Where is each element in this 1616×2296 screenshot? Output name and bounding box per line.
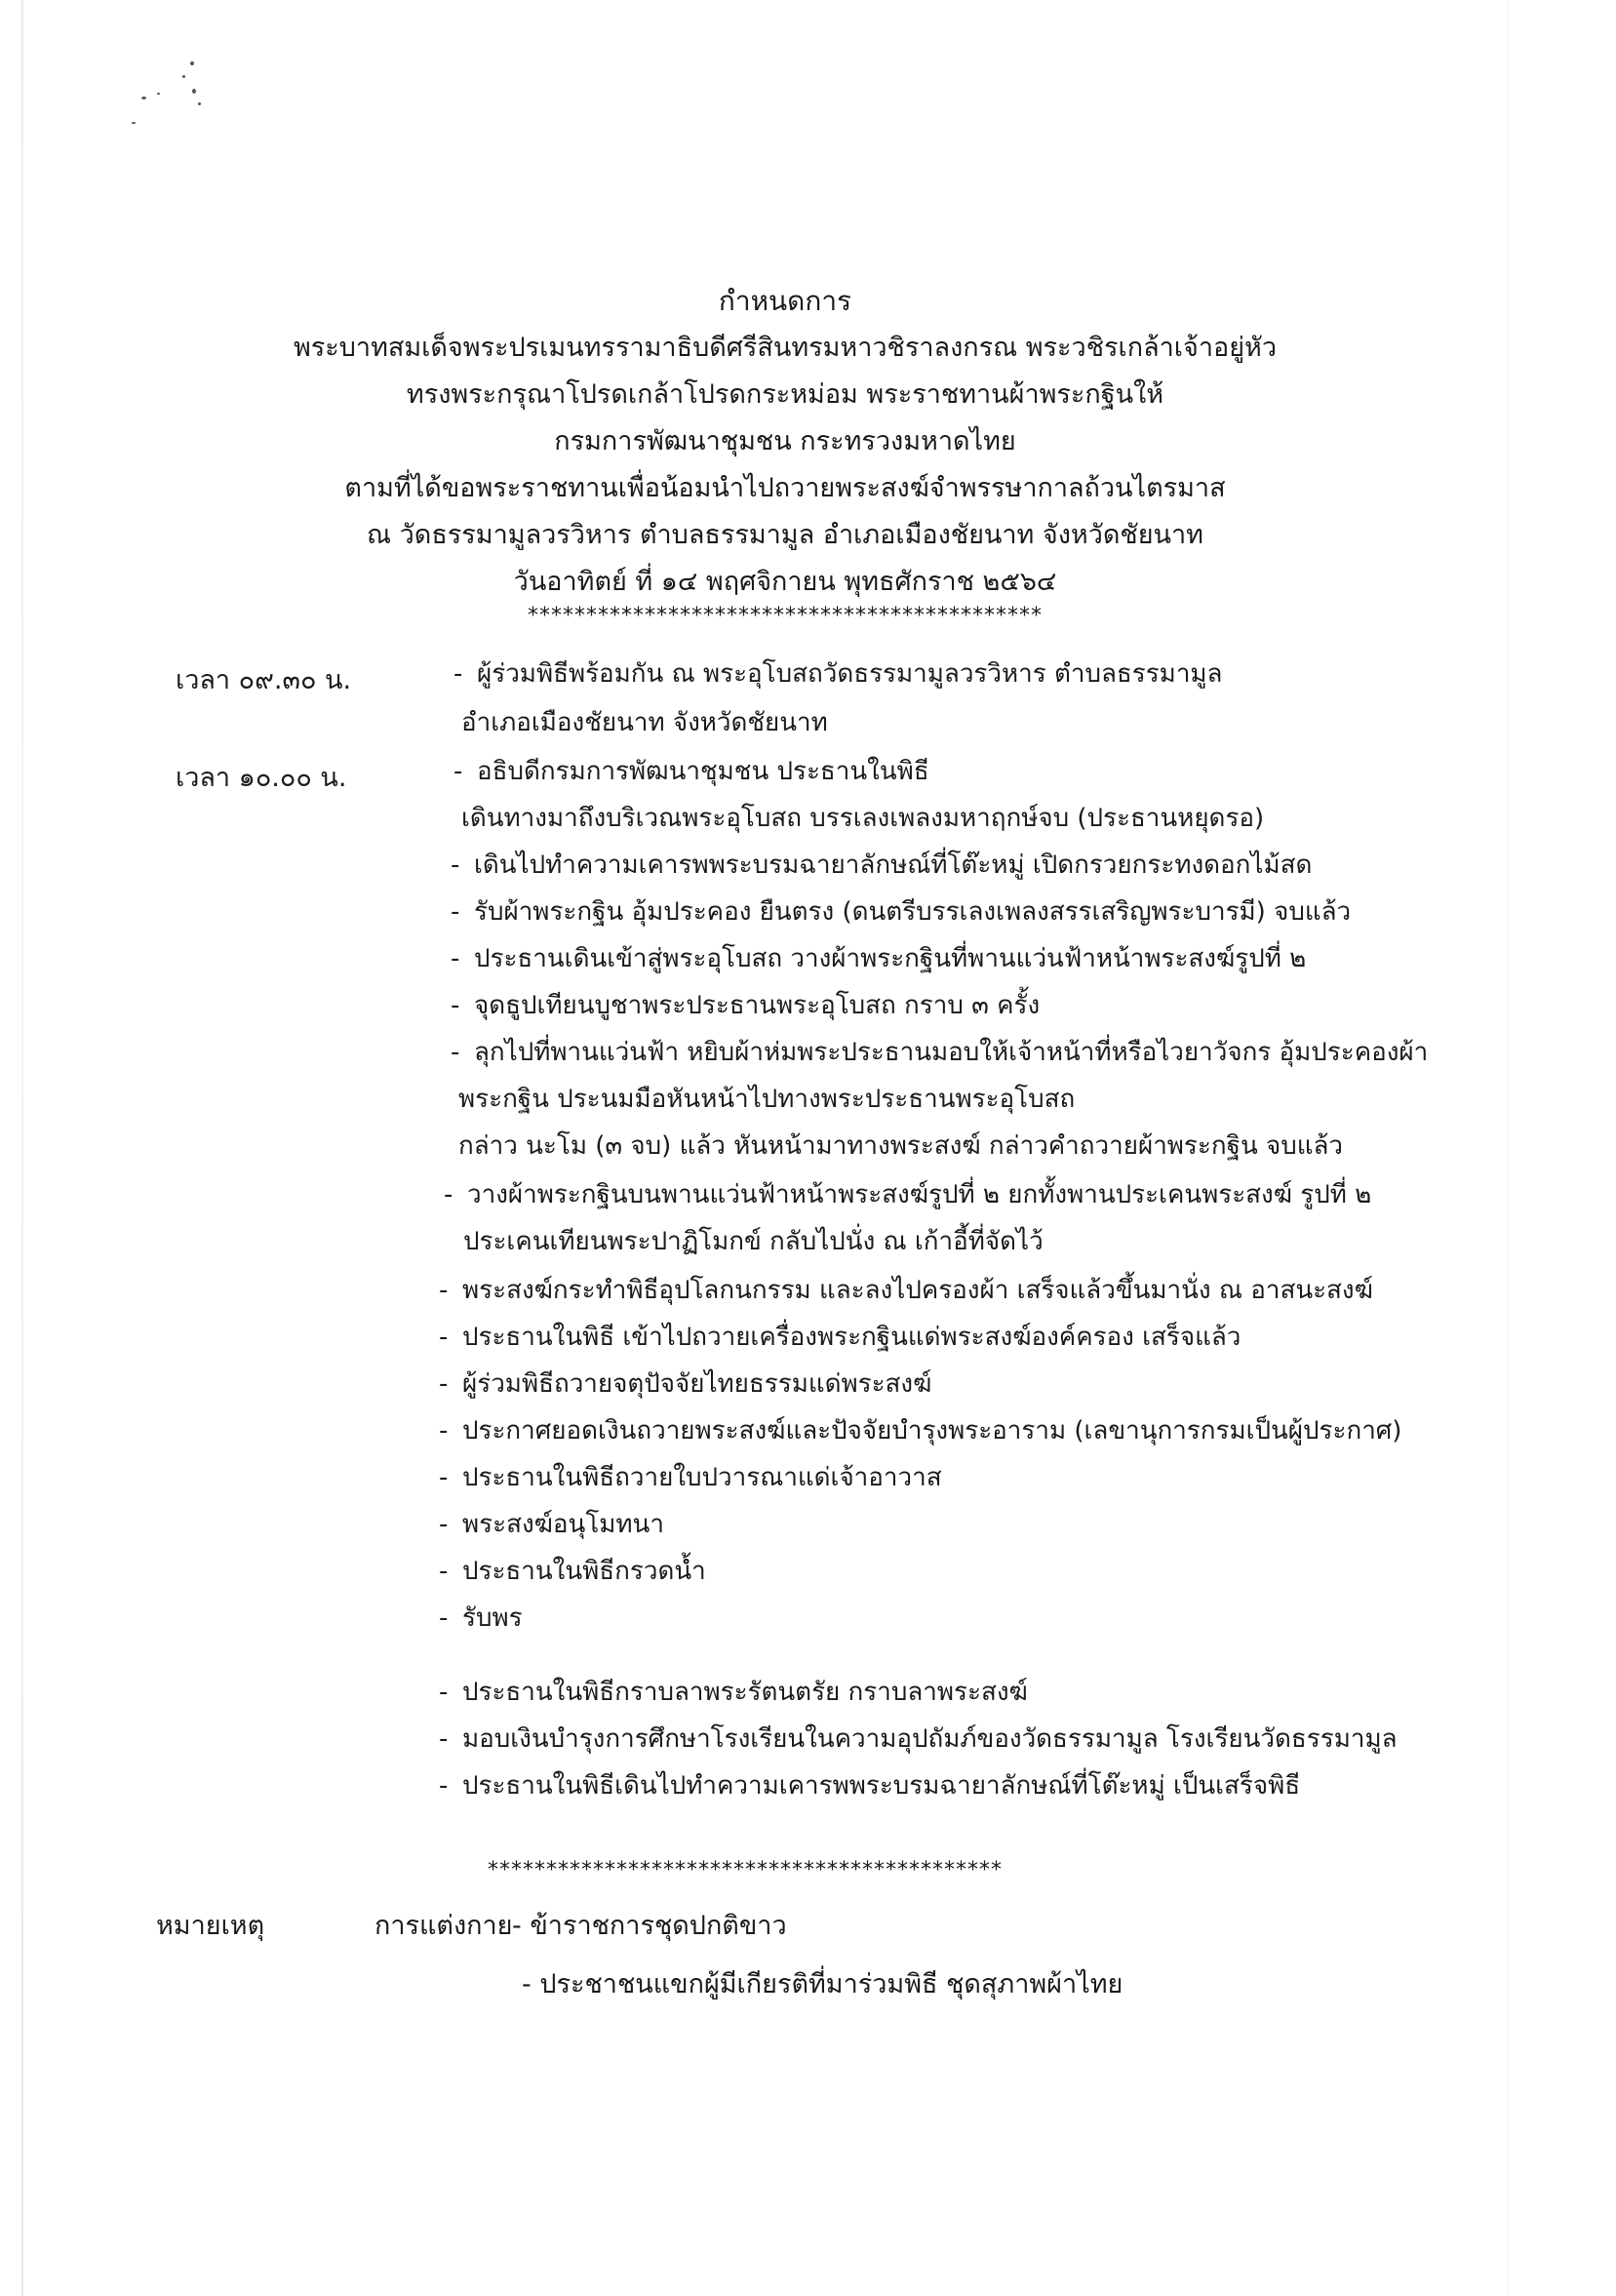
schedule-item: [451, 987, 1040, 1024]
schedule-item-text: ประธานในพิธีกรวดน้ำ: [462, 1557, 706, 1586]
schedule-item: [439, 1674, 1028, 1711]
bottom-separator: ********************************************: [488, 1858, 1003, 1882]
schedule-item: [451, 1034, 1428, 1071]
schedule-item: [439, 1319, 1241, 1356]
schedule-item: [439, 1412, 1401, 1449]
bullet-dash: -: [451, 944, 460, 973]
bullet-dash: -: [439, 1557, 449, 1586]
schedule-item-text: รับผ้าพระกฐิน อุ้มประคอง ยืนตรง (ดนตรีบรรเลงเพลงสรรเสริญพระบารมี) จบแล้ว: [474, 897, 1352, 927]
schedule-item: [439, 1366, 931, 1403]
schedule-item-text: ประธานในพิธีถวายใบปวารณาแด่เจ้าอาวาส: [462, 1463, 942, 1492]
document-title: กำหนดการ: [718, 285, 852, 317]
bullet-dash: -: [451, 1038, 460, 1067]
schedule-item: [439, 1553, 706, 1590]
bullet-dash: -: [453, 659, 463, 689]
schedule-item-text: ประธานในพิธีเดินไปทำความเคารพพระบรมฉายาลักษณ์ที่โต๊ะหมู่ เป็นเสร็จพิธี: [462, 1771, 1301, 1801]
schedule-item: [451, 893, 1351, 930]
schedule-item-text: พระสงฆ์กระทำพิธีอุปโลกนกรรม และลงไปครองผ้า เสร็จแล้วขึ้นมานั่ง ณ อาสนะสงฆ์: [462, 1276, 1373, 1305]
header-line-3: กรมการพัฒนาชุมชน กระทรวงมหาดไทย: [554, 426, 1016, 456]
bullet-dash: -: [439, 1771, 449, 1801]
header-separator: ********************************************: [528, 606, 1043, 628]
bullet-dash: -: [439, 1416, 449, 1445]
scan-specks: [122, 54, 210, 151]
document-header: [215, 278, 1356, 633]
note-label: หมายเหตุ: [156, 1911, 265, 1941]
header-line-4: ตามที่ได้ขอพระราชทานเพื่อน้อมนำไปถวายพระสงฆ์จำพรรษากาลถ้วนไตรมาส: [344, 473, 1226, 503]
dress-code-label: การแต่งกาย: [374, 1911, 513, 1941]
header-line-5: ณ วัดธรรมามูลวรวิหาร ตำบลธรรมามูล อำเภอเมืองชัยนาท จังหวัดชัยนาท: [367, 520, 1203, 550]
schedule-item-text: ผู้ร่วมพิธีถวายจตุปัจจัยไทยธรรมแด่พระสงฆ์: [462, 1369, 932, 1399]
scan-edge-artifact: [21, 0, 23, 2296]
schedule-item-text: ประธานในพิธีกราบลาพระรัตนตรัย กราบลาพระสงฆ์: [462, 1678, 1028, 1707]
scan-edge-artifact-right: [1508, 0, 1509, 2296]
schedule-item: [451, 940, 1306, 977]
bullet-dash: -: [439, 1463, 449, 1492]
bullet-dash: -: [451, 851, 460, 880]
schedule-item: [439, 1459, 942, 1496]
schedule-item-text: ประธานเดินเข้าสู่พระอุโบสถ วางผ้าพระกฐินที่พานแว่นฟ้าหน้าพระสงฆ์รูปที่ ๒: [474, 944, 1307, 973]
bullet-dash: -: [439, 1323, 449, 1352]
schedule-item-text: จุดธูปเทียนบูชาพระประธานพระอุโบสถ กราบ ๓ ครั้ง: [474, 991, 1041, 1020]
dress-code-item: - ประชาชนแขกผู้มีเกียรติที่มาร่วมพิธี ชุดสุภาพผ้าไทย: [522, 1969, 1123, 1999]
schedule-item-text: มอบเงินบำรุงการศึกษาโรงเรียนในความอุปถัมภ์ของวัดธรรมามูล โรงเรียนวัดธรรมามูล: [462, 1724, 1398, 1754]
schedule-item-text: พระสงฆ์อนุโมทนา: [462, 1510, 664, 1539]
schedule-item: [444, 1176, 1371, 1213]
bullet-dash: -: [439, 1369, 449, 1399]
schedule-item-continuation: พระกฐิน ประนมมือหันหน้าไปทางพระประธานพระอุโบสถ: [458, 1085, 1076, 1114]
bullet-dash: -: [439, 1276, 449, 1305]
schedule-item-text: รับพร: [462, 1603, 523, 1633]
schedule-item: [439, 1600, 523, 1637]
bullet-dash: -: [439, 1510, 449, 1539]
bullet-dash: -: [444, 1180, 453, 1209]
schedule-item: [439, 1272, 1373, 1309]
schedule-item: [439, 1506, 664, 1543]
bullet-dash: -: [439, 1678, 449, 1707]
schedule-item-continuation: ประเคนเทียนพระปาฏิโมกข์ กลับไปนั่ง ณ เก้าอี้ที่จัดไว้: [463, 1227, 1044, 1256]
schedule-item-continuation: กล่าว นะโม (๓ จบ) แล้ว หันหน้ามาทางพระสงฆ์ กล่าวคำถวายผ้าพระกฐิน จบแล้ว: [458, 1131, 1344, 1161]
bullet-dash: -: [451, 897, 460, 927]
schedule-item-text: ลุกไปที่พานแว่นฟ้า หยิบผ้าห่มพระประธานมอบให้เจ้าหน้าที่หรือไวยาวัจกร อุ้มประคองผ้า: [474, 1038, 1429, 1067]
schedule-item-text: ประกาศยอดเงินถวายพระสงฆ์และปัจจัยบำรุงพระอาราม (เลขานุการกรมเป็นผู้ประกาศ): [462, 1416, 1402, 1445]
header-line-1: พระบาทสมเด็จพระปรเมนทรรามาธิบดีศรีสินทรมหาวชิราลงกรณ พระวชิรเกล้าเจ้าอยู่หัว: [293, 333, 1278, 363]
header-line-2: ทรงพระกรุณาโปรดเกล้าโปรดกระหม่อม พระราชทานผ้าพระกฐินให้: [406, 379, 1164, 410]
schedule-item: [451, 847, 1312, 884]
schedule-item-continuation: อำเภอเมืองชัยนาท จังหวัดชัยนาท: [461, 708, 828, 737]
schedule-item-text: เดินไปทำความเคารพพระบรมฉายาลักษณ์ที่โต๊ะหมู่ เปิดกรวยกระทงดอกไม้สด: [474, 851, 1313, 880]
schedule-item: [439, 1767, 1300, 1804]
schedule-item-text: วางผ้าพระกฐินบนพานแว่นฟ้าหน้าพระสงฆ์รูปที่ ๒ ยกทั้งพานประเคนพระสงฆ์ รูปที่ ๒: [467, 1180, 1372, 1209]
schedule-item: [453, 655, 1223, 693]
header-date-line: วันอาทิตย์ ที่ ๑๔ พฤศจิกายน พุทธศักราช ๒๕๖๔: [513, 567, 1057, 597]
bullet-dash: -: [439, 1603, 449, 1633]
schedule-item: [439, 1721, 1398, 1758]
schedule-item-text: ผู้ร่วมพิธีพร้อมกัน ณ พระอุโบสถวัดธรรมามูลวรวิหาร ตำบลธรรมามูล: [477, 659, 1223, 689]
schedule-item-text: ประธานในพิธี เข้าไปถวายเครื่องพระกฐินแด่พระสงฆ์องค์ครอง เสร็จแล้ว: [462, 1323, 1242, 1352]
dress-code-item: - ข้าราชการชุดปกติขาว: [512, 1911, 787, 1941]
schedule-item-text: อธิบดีกรมการพัฒนาชุมชน ประธานในพิธี: [477, 757, 929, 786]
schedule-item-continuation: เดินทางมาถึงบริเวณพระอุโบสถ บรรเลงเพลงมหาฤกษ์จบ (ประธานหยุดรอ): [461, 804, 1265, 833]
time-label-1000: เวลา ๑๐.๐๐ น.: [176, 763, 347, 793]
bullet-dash: -: [453, 757, 463, 786]
bullet-dash: -: [451, 991, 460, 1020]
bullet-dash: -: [439, 1724, 449, 1754]
time-label-0930: เวลา ๐๙.๓๐ น.: [176, 665, 352, 695]
schedule-item: [453, 753, 929, 790]
